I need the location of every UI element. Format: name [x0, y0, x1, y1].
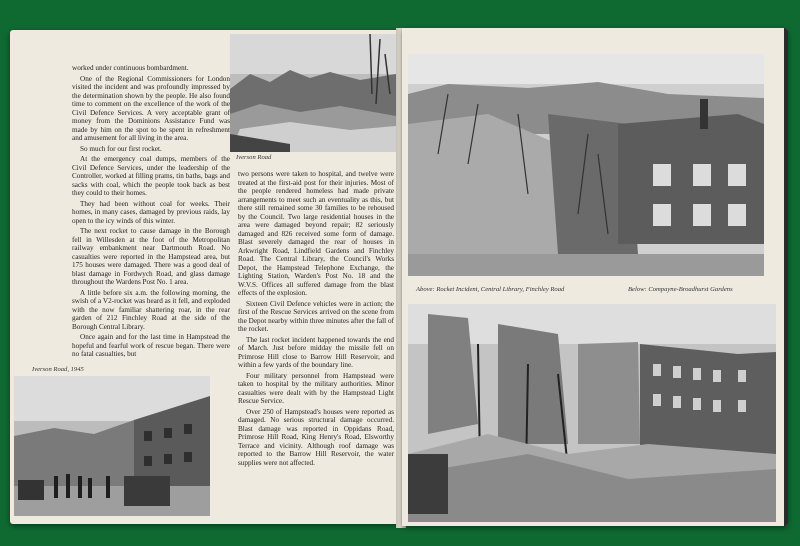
paragraph: They had been without coal for weeks. Their homes, in many cases, damaged by previous raids, lay open to the icy winds of this winter. [72, 199, 230, 225]
paragraph: Four military personnel from Hampstead were taken to hospital by the military authorities. Minor casualties were dealt with by the Hampstead Light Rescue Service. [238, 371, 394, 405]
left-page [10, 30, 400, 524]
paragraph: The last rocket incident happened towards the end of March. Just before midday the missile fell on Primrose Hill close to Barrow Hill Reservoir, and within a few yards of the boundary line. [238, 335, 394, 369]
book-spread [10, 28, 788, 528]
text-column-2 [238, 170, 394, 469]
binder-edge [784, 28, 788, 526]
right-page [402, 28, 788, 526]
paragraph: So much for our first rocket. [80, 144, 162, 153]
paragraph: Over 250 of Hampstead's houses were reported as damaged. No serious structural damage occurred. Blast damage was reported in Oppidans Road, Primrose Hill Road, King Henry's Road, Elsworthy Terrace and vicinity. Although roof damage was reported to the Barrow Hill Reservoir, the water supplies were not affected. [238, 407, 394, 467]
photo-caption: Iverson Road [236, 154, 272, 161]
photo-caption: Iverson Road, 1945 [32, 366, 84, 373]
photo-central-library [408, 54, 764, 276]
paragraph: worked under continuous bombardment. [72, 64, 189, 72]
paragraph: Sixteen Civil Defence vehicles were in action; the first of the Rescue Services arrived on the scene from the Depot nearby within three minutes after the fall of the rocket. [238, 299, 394, 333]
photo-iverson-road-top [230, 34, 396, 152]
photo-caption-below: Below: Compayne-Broadhurst Gardens [628, 286, 733, 293]
paragraph: The next rocket to cause damage in the Borough fell in Willesden at the foot of the Metropolitan railway embankment near Dartmouth Road. No casualties were reported in the Hampstead area, but 175 houses were damaged. There was a good deal of blast damage in Fordwych Road, and glass damage throughout the Wardens Post No. 1 area. [72, 227, 230, 286]
paragraph: At the emergency coal dumps, members of the Civil Defence Services, under the leadership of the Controller, worked at filling prams, tin baths, bags and sacks with coal, which the people took back as best they could to their homes. [72, 155, 230, 197]
photo-compayne-broadhurst-gardens [408, 304, 776, 522]
paragraph: Once again and for the last time in Hampstead the hopeful and fearful work of rescue began. There were no fatal casualties, but [72, 333, 230, 358]
paragraph: two persons were taken to hospital, and twelve were treated at the first-aid post for their injuries. Most of the people rendered homeless had made private arrangements to meet such an eventuality as this, but there still remained some 30 families to be rehoused by the Council. Two large residential houses in the area were damaged beyond repair; 82 seriously damaged and 826 received some form of damage. Blast severely damaged the rear of houses in Arkwright Road, Lindfield Gardens and Finchley Road. The Central Library, the Council's Works Depot, the Hampstead Telephone Exchange, the Lighting Station, Warden's Post No. 18 and the W.V.S. Offices all suffered damage from the blast effects of the explosion. [238, 170, 394, 297]
text-column-1 [72, 64, 230, 361]
paragraph: One of the Regional Commissioners for London visited the incident and was profoundly impressed by the determination shown by the people. He also found time to comment on the excellence of the work of the Civil Defence Services. A very acceptable grant of money from the Dominions Assistance Fund was made by him on the spot to be spent in refreshment and amusement for all living in the area. [72, 74, 230, 142]
photo-caption-above: Above: Rocket Incident, Central Library, Finchley Road [416, 286, 565, 293]
paragraph: A little before six a.m. the following morning, the swish of a V2-rocket was heard as it fell, and exploded with the now familiar shattering roar, in the rear garden of 212 Finchley Road at the side of the Borough Central Library. [72, 288, 230, 331]
photo-iverson-road-1945 [14, 376, 210, 516]
